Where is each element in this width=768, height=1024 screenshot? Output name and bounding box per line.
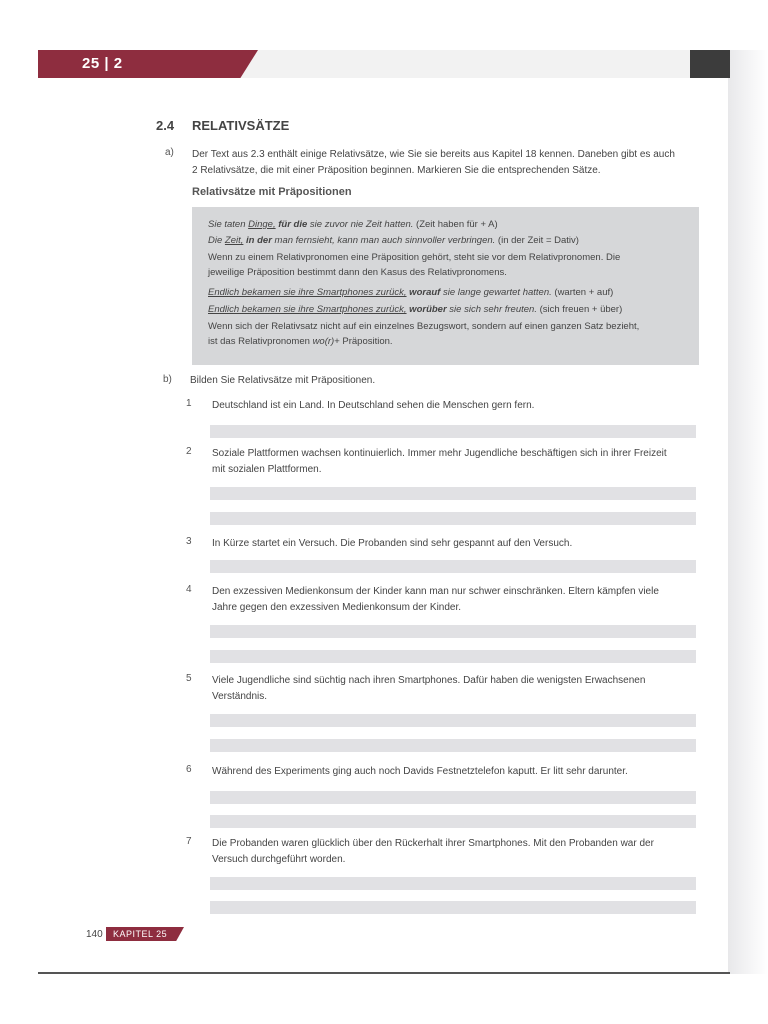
- grammar-rule-1-line-2: jeweilige Präposition bestimmt dann den Kasus des Relativpronomens.: [208, 267, 507, 278]
- exercise-4-number: 4: [186, 584, 192, 595]
- grammar-example-4: Endlich bekamen sie ihre Smartphones zurück, worüber sie sich sehr freuten. (sich freuen + über): [208, 304, 623, 315]
- exercise-6-answer-line-2[interactable]: [210, 815, 696, 828]
- grammar-rule-2-line-1: Wenn sich der Relativsatz nicht auf ein einzelnes Bezugswort, sondern auf einen ganzen Satz bezieht,: [208, 321, 640, 332]
- footer-chapter-label: KAPITEL 25: [113, 929, 168, 939]
- exercise-5-text: Viele Jugendliche sind süchtig nach ihren Smartphones. Dafür haben die wenigsten Erwachsenen Verständnis.: [212, 675, 646, 702]
- exercise-2-text: Soziale Plattformen wachsen kontinuierlich. Immer mehr Jugendliche beschäftigen sich in ihrer Freizeit mit sozialen Plattformen.: [212, 448, 667, 475]
- exercise-7-answer-line-1[interactable]: [210, 877, 696, 890]
- exercise-4-text: Den exzessiven Medienkonsum der Kinder kann man nur schwer einschränken. Eltern kämpfen viele Jahre gegen den exzessiven Medienkonsum der Kinder.: [212, 586, 659, 613]
- chapter-label: 25 | 2: [82, 55, 123, 72]
- grammar-example-2: Die Zeit, in der man fernsieht, kann man auch sinnvoller verbringen. (in der Zeit = Dativ): [208, 235, 579, 246]
- grammar-rule-1-line-1: Wenn zu einem Relativpronomen eine Präposition gehört, steht sie vor dem Relativpronomen. Die: [208, 252, 621, 263]
- exercise-2-answer-line-2[interactable]: [210, 512, 696, 525]
- exercise-6-answer-line-1[interactable]: [210, 791, 696, 804]
- exercise-1-number: 1: [186, 398, 192, 409]
- section-title: RELATIVSÄTZE: [192, 118, 290, 133]
- exercise-2-number: 2: [186, 446, 192, 457]
- exercise-5-answer-line-1[interactable]: [210, 714, 696, 727]
- exercise-6-number: 6: [186, 764, 192, 775]
- exercise-3-text: In Kürze startet ein Versuch. Die Probanden sind sehr gespannt auf den Versuch.: [212, 538, 573, 549]
- part-a-line-1: Der Text aus 2.3 enthält einige Relativsätze, wie Sie sie bereits aus Kapitel 18 kennen. Daneben gibt es auch: [192, 149, 675, 160]
- exercise-4-answer-line-1[interactable]: [210, 625, 696, 638]
- chapter-tab: [38, 50, 258, 78]
- exercise-2-answer-line-1[interactable]: [210, 487, 696, 500]
- grammar-box-title: Relativsätze mit Präpositionen: [192, 186, 352, 198]
- part-a-marker: a): [165, 147, 174, 158]
- grammar-rule-2-line-2: ist das Relativpronomen wo(r)+ Präposition.: [208, 336, 393, 347]
- page-number: 140: [86, 929, 103, 940]
- part-b-marker: b): [163, 374, 172, 385]
- exercise-7-text: Die Probanden waren glücklich über den Rückerhalt ihrer Smartphones. Mit den Probanden war der Versuch durchgeführt worden.: [212, 838, 654, 865]
- exercise-3-answer-line[interactable]: [210, 560, 696, 573]
- header-band-edge: [690, 50, 730, 78]
- exercise-5-number: 5: [186, 673, 192, 684]
- exercise-4-answer-line-2[interactable]: [210, 650, 696, 663]
- page-edge-shadow: [728, 50, 768, 974]
- part-a-line-2: 2 Relativsätze, die mit einer Präposition beginnen. Markieren Sie die entsprechenden Sätze.: [192, 165, 601, 176]
- exercise-3-number: 3: [186, 536, 192, 547]
- exercise-5-answer-line-2[interactable]: [210, 739, 696, 752]
- exercise-7-answer-line-2[interactable]: [210, 901, 696, 914]
- exercise-1-answer-line[interactable]: [210, 425, 696, 438]
- exercise-7-number: 7: [186, 836, 192, 847]
- grammar-example-3: Endlich bekamen sie ihre Smartphones zurück, worauf sie lange gewartet hatten. (warten + auf): [208, 287, 614, 298]
- exercise-6-text: Während des Experiments ging auch noch Davids Festnetztelefon kaputt. Er litt sehr darunter.: [212, 766, 628, 777]
- part-b-instruction: Bilden Sie Relativsätze mit Präpositionen.: [190, 375, 376, 386]
- grammar-example-1: Sie taten Dinge, für die sie zuvor nie Zeit hatten. (Zeit haben für + A): [208, 219, 498, 230]
- section-number: 2.4: [156, 118, 175, 133]
- exercise-1-text: Deutschland ist ein Land. In Deutschland sehen die Menschen gern fern.: [212, 400, 535, 411]
- page-bottom-edge: [38, 972, 730, 974]
